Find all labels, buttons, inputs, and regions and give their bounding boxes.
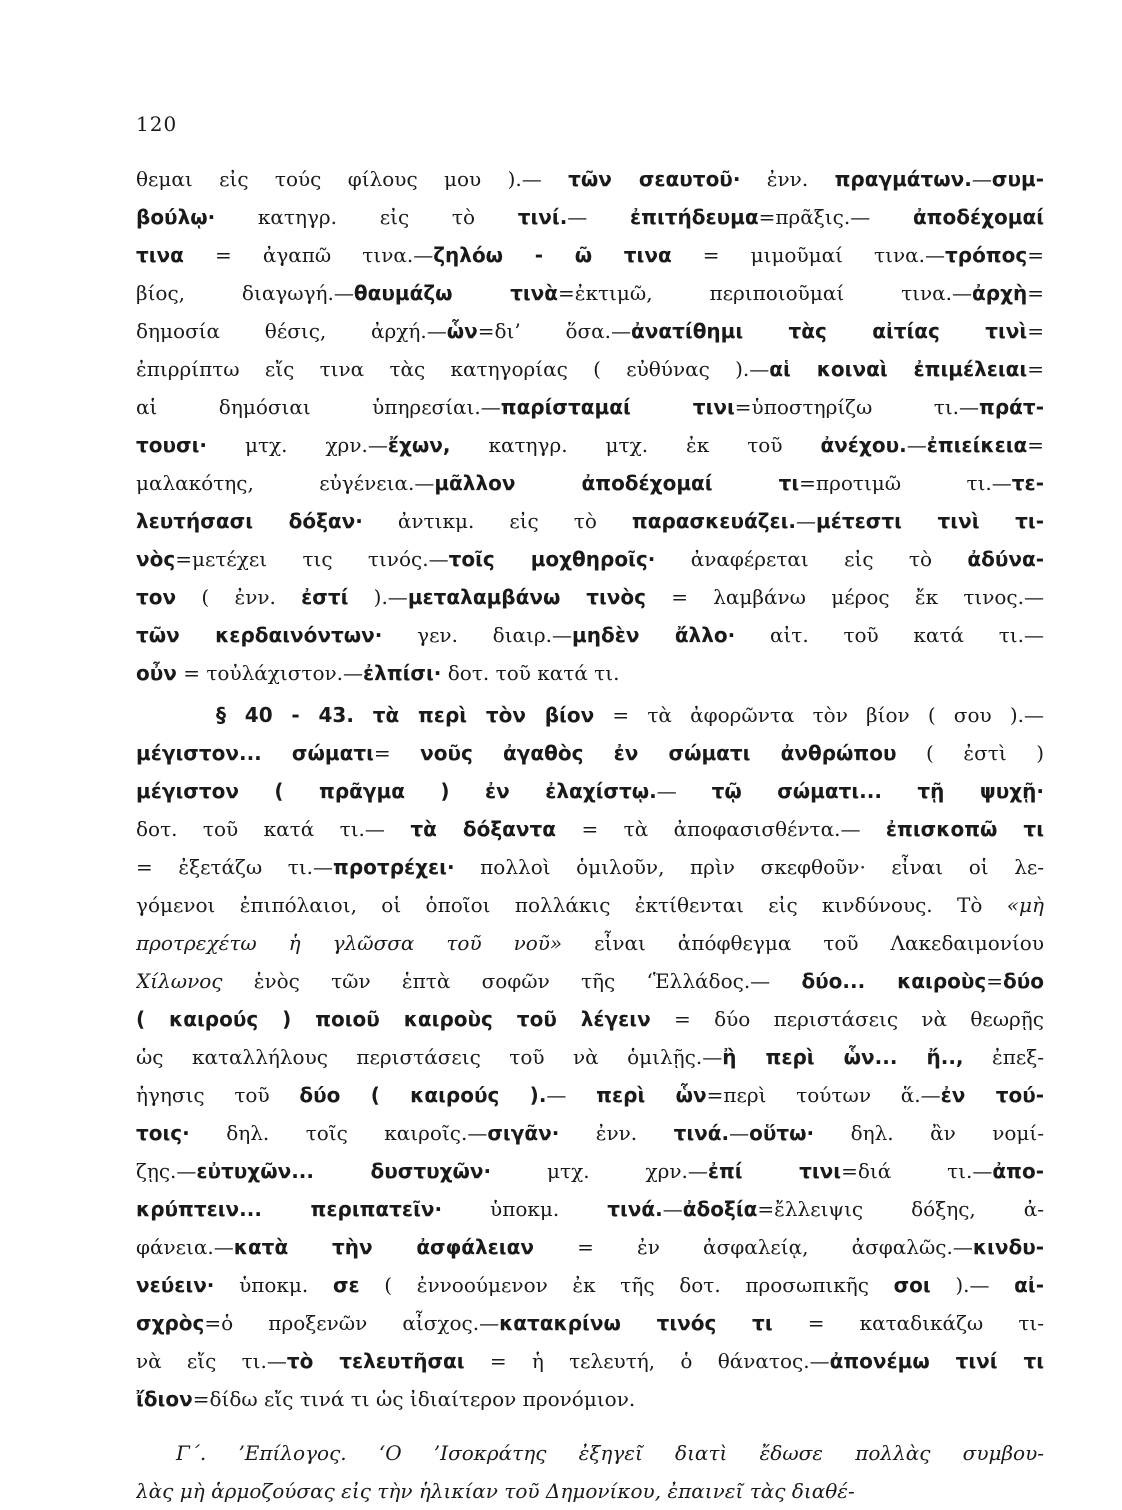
gloss-text: δημοσία θέσις, ἀρχή.—	[136, 319, 447, 343]
lemma-bold: ἐπιτήδευμα	[630, 205, 759, 229]
text-line	[136, 502, 1044, 540]
lemma-bold: μέγιστον ( πρᾶγμα ) ἐν ἐλαχίστῳ.	[136, 779, 657, 803]
lemma-bold: τον	[136, 585, 177, 609]
text-line	[136, 962, 1044, 1000]
gloss-text: =	[1027, 319, 1044, 343]
lemma-bold: ἴδιον	[136, 1387, 193, 1411]
gloss-text: =	[1027, 243, 1044, 267]
lemma-bold: τὰ δόξαντα	[410, 817, 557, 841]
text-line	[136, 1304, 1044, 1342]
text-line	[136, 772, 1044, 810]
lemma-bold: ἐστί	[301, 585, 349, 609]
lemma-bold: ζηλόω - ῶ τινα	[433, 243, 672, 267]
lemma-bold: τῷ σώματι... τῇ ψυχῇ·	[711, 779, 1044, 803]
gloss-text: ὑποκμ.	[214, 1273, 333, 1297]
text-line	[136, 312, 1044, 350]
gloss-text: =ὑποστηρίζω τι.—	[734, 395, 980, 419]
lemma-bold: ἀνέχου.	[820, 433, 907, 457]
gloss-text: αἰτ. τοῦ κατά τι.—	[735, 623, 1044, 647]
lemma-bold: συμ-	[991, 167, 1044, 191]
lemma-bold: ( καιρούς ) ποιοῦ καιροὺς τοῦ λέγειν	[136, 1007, 651, 1031]
gloss-text: =διά τι.—	[841, 1159, 993, 1183]
gloss-text: ὑποκμ.	[442, 1197, 608, 1221]
lemma-bold: οὖν	[136, 661, 177, 685]
gloss-text: ἑνὸς τῶν ἑπτὰ σοφῶν τῆς ‘Ἑλλάδος.—	[222, 969, 802, 993]
lemma-bold: σε	[332, 1273, 360, 1297]
lemma-bold: ἀνατίθημι τὰς αἰτίας τινὶ	[631, 319, 1028, 343]
text-line	[136, 1152, 1044, 1190]
lemma-bold: δύο	[1003, 969, 1044, 993]
gloss-text: = τὰ ἀποφασισθέντα.—	[556, 817, 886, 841]
lemma-bold: ἐν τού-	[940, 1083, 1044, 1107]
italic-text: Γ΄. ’Επίλογος. ‘Ο ’Ισοκράτης ἐξηγεῖ διατὶ ἔδωσε πολλὰς συμβου-	[176, 1441, 1044, 1465]
lemma-bold: κινδυ-	[972, 1235, 1044, 1259]
gloss-text: =δίδω εἴς τινά τι ὡς ἰδιαίτερον προνόμιον.	[192, 1387, 636, 1411]
text-line	[136, 198, 1044, 236]
lemma-bold: ἀρχὴ	[972, 281, 1028, 305]
text-line	[136, 1342, 1044, 1380]
text-line	[136, 1076, 1044, 1114]
gloss-text: =ἔλλειψις δόξης, ἀ-	[757, 1197, 1044, 1221]
lemma-bold: τουσι·	[136, 433, 207, 457]
lemma-bold: τρόπος	[944, 243, 1028, 267]
text-line	[136, 1380, 1044, 1418]
gloss-text: γεν. διαιρ.—	[382, 623, 573, 647]
gloss-text: = ἀγαπῶ τινα.—	[183, 243, 434, 267]
gloss-text: ἀναφέρεται εἰς τὸ	[655, 547, 968, 571]
lemma-bold: τινί.	[517, 205, 568, 229]
italic-text: Χίλωνος	[136, 969, 223, 993]
gloss-text: ( ἐννοούμενον ἐκ τῆς δοτ. προσωπικῆς	[359, 1273, 894, 1297]
gloss-text: —	[567, 205, 631, 229]
page-number: 120	[136, 112, 178, 136]
lemma-bold: ἢ περὶ ὧν... ἤ..,	[722, 1045, 964, 1069]
text-line	[136, 388, 1044, 426]
text-line	[136, 426, 1044, 464]
gloss-text: =	[1027, 357, 1044, 381]
gloss-text: εἶναι ἀπόφθεγμα τοῦ Λακεδαιμονίου	[562, 931, 1044, 955]
gloss-text: θεμαι εἰς τούς φίλους μου ).—	[136, 167, 569, 191]
lemma-bold: πραγμάτων.	[834, 167, 972, 191]
gloss-text: = ἡ τελευτή, ὁ θάνατος.—	[464, 1349, 830, 1373]
lemma-bold: μᾶλλον ἀποδέχομαί τι	[434, 471, 800, 495]
text-line	[136, 886, 1044, 924]
lemma-bold: τῶν κερδαινόντων·	[136, 623, 383, 647]
gloss-text: ζῃς.—	[136, 1159, 197, 1183]
lemma-bold: πράτ-	[979, 395, 1044, 419]
text-line	[136, 1228, 1044, 1266]
lemma-bold: παρίσταμαί τινι	[500, 395, 735, 419]
gloss-text: —	[906, 433, 927, 457]
lemma-bold: βούλῳ·	[136, 205, 216, 229]
gloss-text: = τὰ ἀφορῶντα τὸν βίον ( σου ).—	[594, 703, 1044, 727]
text-line	[136, 616, 1044, 654]
gloss-text: =δι’ ὅσα.—	[477, 319, 632, 343]
lemma-bold: αἱ κοιναὶ ἐπιμέλειαι	[769, 357, 1028, 381]
gloss-text: —	[729, 1121, 750, 1145]
gloss-text: —	[796, 509, 817, 533]
lemma-bold: κρύπτειν... περιπατεῖν·	[136, 1197, 443, 1221]
text-line	[136, 160, 1044, 198]
lemma-bold: ἀπονέμω τινί τι	[829, 1349, 1044, 1373]
lemma-bold: κατὰ τὴν ἀσφάλειαν	[233, 1235, 534, 1259]
gloss-text: ἀντικμ. εἰς τὸ	[362, 509, 632, 533]
text-line	[136, 1000, 1044, 1038]
text-line	[136, 236, 1044, 274]
text-line	[136, 350, 1044, 388]
lemma-bold: μέγιστον... σώματι	[136, 741, 374, 765]
gloss-text: =πρᾶξις.—	[758, 205, 913, 229]
text-line	[136, 540, 1044, 578]
gloss-text: μαλακότης, εὐγένεια.—	[136, 471, 435, 495]
text-line	[136, 1266, 1044, 1304]
gloss-text: ( ἐνν.	[176, 585, 302, 609]
gloss-text: μτχ. χρν.—	[491, 1159, 708, 1183]
gloss-text: γόμενοι ἐπιπόλαιοι, οἱ ὁποῖοι πολλάκις ἐκτίθενται εἰς κινδύνους. Τὸ	[136, 893, 1007, 917]
gloss-text: —	[971, 167, 992, 191]
gloss-text: ἐπεξ-	[963, 1045, 1044, 1069]
gloss-text: ( ἐστὶ )	[896, 741, 1044, 765]
text-line	[136, 734, 1044, 772]
gloss-text: δοτ. τοῦ κατά τι.—	[136, 817, 411, 841]
gloss-text: = μιμοῦμαί τινα.—	[671, 243, 945, 267]
lemma-bold: ἐπί τινι	[707, 1159, 842, 1183]
gloss-text: —	[546, 1083, 597, 1107]
lemma-bold: σχρὸς	[136, 1311, 205, 1335]
gloss-text: μτχ. χρν.—	[206, 433, 388, 457]
lemma-bold: ἐλπίσι·	[363, 661, 442, 685]
lemma-bold: δύο... καιροὺς	[801, 969, 987, 993]
lemma-bold: μεταλαμβάνω τινὸς	[407, 585, 646, 609]
gloss-text: νὰ εἴς τι.—	[136, 1349, 287, 1373]
gloss-text: ὡς καταλλήλους περιστάσεις τοῦ νὰ ὁμιλῇς.—	[136, 1045, 723, 1069]
lemma-bold: προτρέχει·	[333, 855, 455, 879]
gloss-text: αἱ δημόσιαι ὑπηρεσίαι.—	[136, 395, 501, 419]
text-line	[136, 1038, 1044, 1076]
gloss-text: ἐπιρρίπτω εἴς τινα τὰς κατηγορίας ( εὐθύνας ).—	[136, 357, 770, 381]
text-line	[136, 1114, 1044, 1152]
text-line	[136, 578, 1044, 616]
gloss-text: ἐνν.	[740, 167, 835, 191]
gloss-text: φάνεια.—	[136, 1235, 234, 1259]
lemma-bold: τε-	[1011, 471, 1044, 495]
lemma-bold: περὶ ὧν	[596, 1083, 707, 1107]
text-line	[136, 654, 1044, 692]
text-line	[136, 848, 1044, 886]
gloss-text: —	[656, 779, 712, 803]
lemma-bold: ἐπισκοπῶ τι	[885, 817, 1044, 841]
lemma-bold: λευτήσασι δόξαν·	[136, 509, 363, 533]
gloss-text: =μετέχει τις τινός.—	[175, 547, 449, 571]
lemma-bold: οὕτω·	[749, 1121, 815, 1145]
gloss-text: ).—	[348, 585, 408, 609]
gloss-text: =ὁ προξενῶν αἶσχος.—	[204, 1311, 500, 1335]
lemma-bold: τοις·	[136, 1121, 190, 1145]
italic-text: «μὴ	[1006, 893, 1044, 917]
commentary-text	[136, 160, 1044, 1510]
lemma-bold: τινά.	[673, 1121, 730, 1145]
lemma-bold: ἀδοξία	[682, 1197, 758, 1221]
gloss-text: δηλ. τοῖς καιροῖς.—	[189, 1121, 488, 1145]
gloss-text: ἐνν.	[559, 1121, 674, 1145]
gloss-text: δοτ. τοῦ κατά τι.	[441, 661, 620, 685]
lemma-bold: νοῦς ἀγαθὸς ἐν σώματι ἀνθρώπου	[420, 741, 897, 765]
gloss-text: = ἐν ἀσφαλείᾳ, ἀσφαλῶς.—	[533, 1235, 973, 1259]
gloss-text: = τοὐλάχιστον.—	[176, 661, 364, 685]
gloss-text: = δύο περιστάσεις νὰ θεωρῇς	[650, 1007, 1044, 1031]
lemma-bold: ὧν	[446, 319, 478, 343]
gloss-text: βίος, διαγωγή.—	[136, 281, 354, 305]
text-line	[136, 1190, 1044, 1228]
lemma-bold: θαυμάζω τινὰ	[353, 281, 558, 305]
italic-text: λὰς μὴ ἁρμοζούσας εἰς τὴν ἡλικίαν τοῦ Δημονίκου, ἐπαινεῖ τὰς διαθέ-	[136, 1479, 855, 1503]
lemma-bold: εὐτυχῶν... δυστυχῶν·	[196, 1159, 492, 1183]
gloss-text: =προτιμῶ τι.—	[799, 471, 1012, 495]
gloss-text: =	[1027, 281, 1044, 305]
gloss-text: —	[662, 1197, 683, 1221]
lemma-bold: τινα	[136, 243, 184, 267]
gloss-text: ἡγησις τοῦ	[136, 1083, 300, 1107]
text-line	[136, 924, 1044, 962]
lemma-bold: παρασκευάζει.	[631, 509, 797, 533]
lemma-bold: τοῖς μοχθηροῖς·	[448, 547, 656, 571]
gloss-text: = ἐξετάζω τι.—	[136, 855, 334, 879]
gloss-text: =ἐκτιμῶ, περιποιοῦμαί τινα.—	[558, 281, 973, 305]
text-line	[136, 1472, 1044, 1510]
gloss-text: ).—	[930, 1273, 1015, 1297]
gloss-text: πολλοὶ ὁμιλοῦν, πρὶν σκεφθοῦν· εἶναι οἱ λε-	[454, 855, 1044, 879]
lemma-bold: § 40 - 43. τὰ περὶ τὸν βίον	[216, 703, 595, 727]
gloss-text: κατηγρ. μτχ. ἐκ τοῦ	[450, 433, 821, 457]
lemma-bold: αἰ-	[1014, 1273, 1044, 1297]
text-line	[136, 696, 1044, 734]
lemma-bold: τινά.	[607, 1197, 663, 1221]
lemma-bold: ἀδύνα-	[967, 547, 1044, 571]
lemma-bold: ἀποδέχομαί	[912, 205, 1044, 229]
lemma-bold: νεύειν·	[136, 1273, 215, 1297]
gloss-text: = καταδικάζω τι-	[772, 1311, 1044, 1335]
lemma-bold: ἔχων,	[387, 433, 451, 457]
lemma-bold: σοι	[893, 1273, 931, 1297]
gloss-text: =	[1027, 433, 1044, 457]
text-line	[136, 1434, 1044, 1472]
italic-text: προτρεχέτω ἡ γλῶσσα τοῦ νοῦ»	[136, 931, 563, 955]
lemma-bold: μηδὲν ἄλλο·	[572, 623, 736, 647]
lemma-bold: τὸ τελευτῆσαι	[286, 1349, 465, 1373]
lemma-bold: δύο ( καιρούς ).	[299, 1083, 547, 1107]
text-line	[136, 274, 1044, 312]
text-line	[136, 464, 1044, 502]
text-line	[136, 810, 1044, 848]
lemma-bold: σιγᾶν·	[487, 1121, 560, 1145]
lemma-bold: μέτεστι τινὶ τι-	[816, 509, 1044, 533]
lemma-bold: κατακρίνω τινός τι	[499, 1311, 773, 1335]
lemma-bold: ἀπο-	[992, 1159, 1044, 1183]
gloss-text: = λαμβάνω μέρος ἔκ τινος.—	[645, 585, 1044, 609]
gloss-text: =περὶ τούτων ἅ.—	[706, 1083, 941, 1107]
gloss-text: =	[373, 741, 421, 765]
gloss-text: =	[986, 969, 1003, 993]
gloss-text: δηλ. ἂν νομί-	[814, 1121, 1044, 1145]
lemma-bold: τῶν σεαυτοῦ·	[568, 167, 741, 191]
gloss-text: κατηγρ. εἰς τὸ	[215, 205, 518, 229]
lemma-bold: νὸς	[136, 547, 176, 571]
lemma-bold: ἐπιείκεια	[926, 433, 1028, 457]
